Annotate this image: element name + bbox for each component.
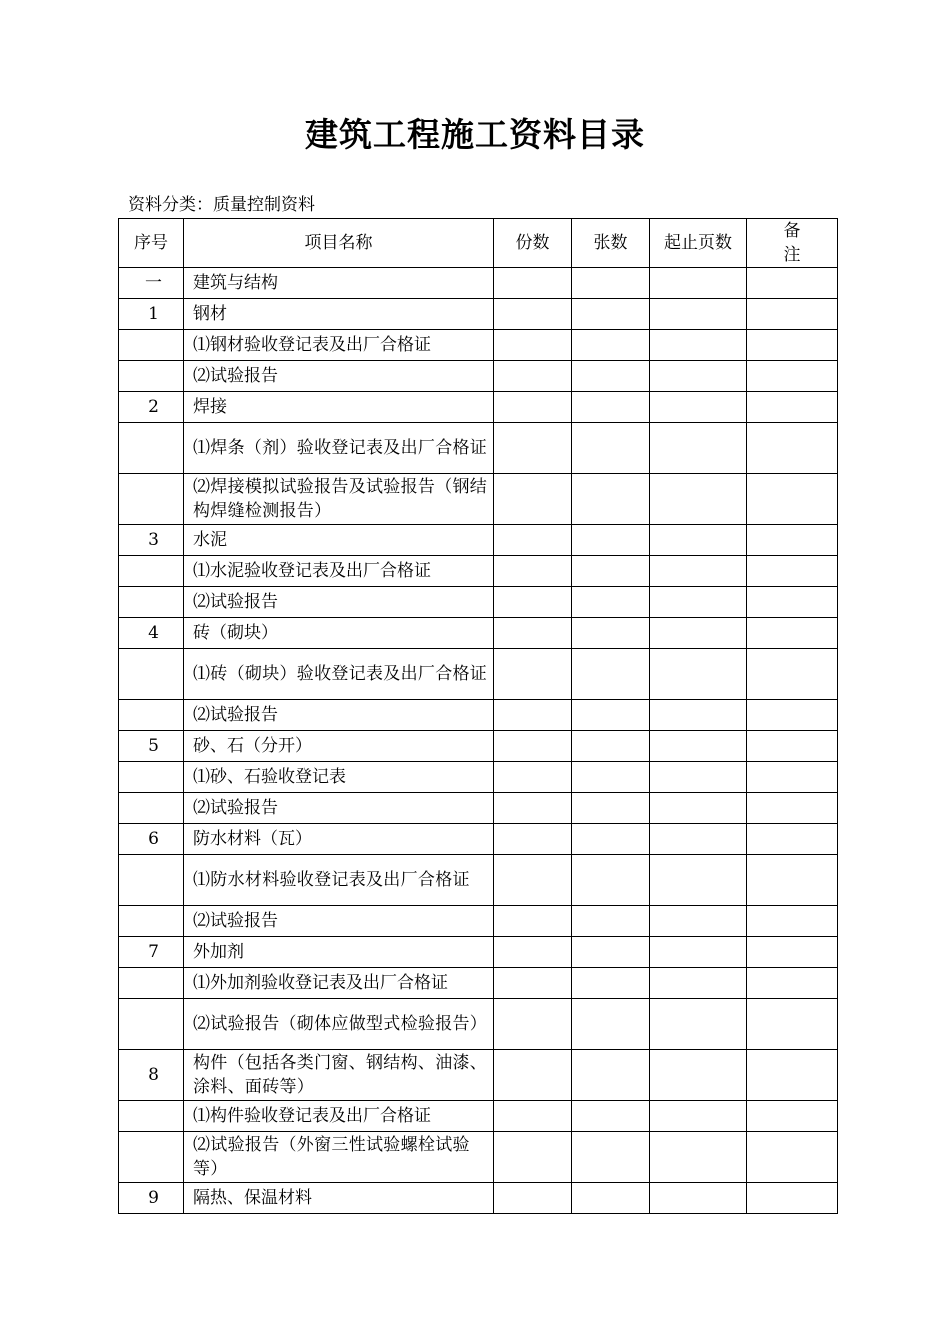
row-note-cell bbox=[747, 587, 838, 618]
row-seq: 一 bbox=[119, 268, 184, 299]
row-name: ⑴水泥验收登记表及出厂合格证 bbox=[184, 556, 494, 587]
table-row bbox=[119, 1101, 838, 1132]
row-note-cell bbox=[747, 1132, 838, 1183]
table-row bbox=[119, 700, 838, 731]
row-copies-cell bbox=[494, 649, 572, 700]
table-row bbox=[119, 525, 838, 556]
row-seq bbox=[119, 556, 184, 587]
table-row bbox=[119, 618, 838, 649]
row-sheets-cell bbox=[572, 906, 650, 937]
row-seq bbox=[119, 361, 184, 392]
table-row bbox=[119, 268, 838, 299]
row-copies-cell bbox=[494, 999, 572, 1050]
row-seq bbox=[119, 855, 184, 906]
row-sheets-cell bbox=[572, 968, 650, 999]
row-copies-cell bbox=[494, 1101, 572, 1132]
row-pages-cell bbox=[650, 731, 747, 762]
table-row bbox=[119, 906, 838, 937]
row-copies-cell bbox=[494, 700, 572, 731]
row-note-cell bbox=[747, 268, 838, 299]
row-seq bbox=[119, 762, 184, 793]
row-pages-cell bbox=[650, 762, 747, 793]
row-copies-cell bbox=[494, 556, 572, 587]
row-sheets-cell bbox=[572, 1050, 650, 1101]
row-sheets-cell bbox=[572, 299, 650, 330]
row-name: ⑵试验报告 bbox=[184, 906, 494, 937]
row-pages-cell bbox=[650, 361, 747, 392]
row-pages-cell bbox=[650, 999, 747, 1050]
row-name: ⑴外加剂验收登记表及出厂合格证 bbox=[184, 968, 494, 999]
row-pages-cell bbox=[650, 1132, 747, 1183]
row-seq bbox=[119, 423, 184, 474]
row-name: 砖（砌块） bbox=[184, 618, 494, 649]
header-copies: 份数 bbox=[494, 219, 572, 268]
row-note-cell bbox=[747, 525, 838, 556]
table-row bbox=[119, 423, 838, 474]
row-seq bbox=[119, 587, 184, 618]
table-row bbox=[119, 361, 838, 392]
row-copies-cell bbox=[494, 587, 572, 618]
row-note-cell bbox=[747, 855, 838, 906]
row-seq bbox=[119, 793, 184, 824]
table-row bbox=[119, 1183, 838, 1214]
row-seq bbox=[119, 649, 184, 700]
row-name: ⑵试验报告 bbox=[184, 793, 494, 824]
row-pages-cell bbox=[650, 268, 747, 299]
row-sheets-cell bbox=[572, 392, 650, 423]
row-pages-cell bbox=[650, 649, 747, 700]
page-title: 建筑工程施工资料目录 bbox=[305, 115, 645, 154]
row-seq bbox=[119, 474, 184, 525]
row-copies-cell bbox=[494, 855, 572, 906]
row-seq bbox=[119, 968, 184, 999]
row-copies-cell bbox=[494, 1183, 572, 1214]
row-copies-cell bbox=[494, 361, 572, 392]
table-row bbox=[119, 999, 838, 1050]
row-seq: 5 bbox=[119, 731, 184, 762]
row-copies-cell bbox=[494, 731, 572, 762]
row-pages-cell bbox=[650, 824, 747, 855]
row-sheets-cell bbox=[572, 762, 650, 793]
row-name: ⑴砖（砌块）验收登记表及出厂合格证 bbox=[184, 649, 494, 700]
row-copies-cell bbox=[494, 618, 572, 649]
row-note-cell bbox=[747, 299, 838, 330]
row-name: 防水材料（瓦） bbox=[184, 824, 494, 855]
row-copies-cell bbox=[494, 968, 572, 999]
row-copies-cell bbox=[494, 906, 572, 937]
row-pages-cell bbox=[650, 474, 747, 525]
row-copies-cell bbox=[494, 937, 572, 968]
table-row bbox=[119, 299, 838, 330]
row-copies-cell bbox=[494, 474, 572, 525]
row-sheets-cell bbox=[572, 649, 650, 700]
row-name: ⑵试验报告 bbox=[184, 700, 494, 731]
row-seq bbox=[119, 1101, 184, 1132]
row-copies-cell bbox=[494, 299, 572, 330]
row-sheets-cell bbox=[572, 1101, 650, 1132]
table-row bbox=[119, 855, 838, 906]
row-sheets-cell bbox=[572, 1183, 650, 1214]
row-pages-cell bbox=[650, 587, 747, 618]
row-name: ⑴钢材验收登记表及出厂合格证 bbox=[184, 330, 494, 361]
row-pages-cell bbox=[650, 423, 747, 474]
row-sheets-cell bbox=[572, 423, 650, 474]
row-name: 钢材 bbox=[184, 299, 494, 330]
row-name: ⑵试验报告 bbox=[184, 361, 494, 392]
table-row bbox=[119, 587, 838, 618]
table-row bbox=[119, 392, 838, 423]
row-note-cell bbox=[747, 937, 838, 968]
row-pages-cell bbox=[650, 1101, 747, 1132]
row-name: 水泥 bbox=[184, 525, 494, 556]
row-seq: 2 bbox=[119, 392, 184, 423]
row-copies-cell bbox=[494, 525, 572, 556]
table-row bbox=[119, 762, 838, 793]
row-copies-cell bbox=[494, 330, 572, 361]
row-pages-cell bbox=[650, 556, 747, 587]
row-sheets-cell bbox=[572, 618, 650, 649]
row-name: ⑴构件验收登记表及出厂合格证 bbox=[184, 1101, 494, 1132]
row-sheets-cell bbox=[572, 855, 650, 906]
row-name: ⑵试验报告 bbox=[184, 587, 494, 618]
row-seq: 7 bbox=[119, 937, 184, 968]
header-note: 备 注 bbox=[747, 219, 838, 268]
row-note-cell bbox=[747, 474, 838, 525]
row-pages-cell bbox=[650, 937, 747, 968]
row-name: ⑵试验报告（砌体应做型式检验报告） bbox=[184, 999, 494, 1050]
row-seq: 3 bbox=[119, 525, 184, 556]
row-copies-cell bbox=[494, 793, 572, 824]
row-seq bbox=[119, 700, 184, 731]
row-pages-cell bbox=[650, 299, 747, 330]
row-seq: 9 bbox=[119, 1183, 184, 1214]
table-row bbox=[119, 824, 838, 855]
row-seq bbox=[119, 999, 184, 1050]
row-pages-cell bbox=[650, 793, 747, 824]
row-seq: 6 bbox=[119, 824, 184, 855]
catalog-table bbox=[118, 218, 838, 1214]
row-seq bbox=[119, 906, 184, 937]
table-row bbox=[119, 1050, 838, 1101]
row-seq: 8 bbox=[119, 1050, 184, 1101]
row-note-cell bbox=[747, 618, 838, 649]
category-label: 资料分类：质量控制资料 bbox=[128, 195, 315, 215]
row-copies-cell bbox=[494, 268, 572, 299]
header-name: 项目名称 bbox=[184, 219, 494, 268]
row-copies-cell bbox=[494, 392, 572, 423]
row-name: ⑵焊接模拟试验报告及试验报告（钢结构焊缝检测报告） bbox=[184, 474, 494, 525]
table-row bbox=[119, 556, 838, 587]
row-note-cell bbox=[747, 731, 838, 762]
row-note-cell bbox=[747, 556, 838, 587]
row-note-cell bbox=[747, 762, 838, 793]
row-copies-cell bbox=[494, 423, 572, 474]
row-sheets-cell bbox=[572, 824, 650, 855]
row-note-cell bbox=[747, 906, 838, 937]
row-note-cell bbox=[747, 824, 838, 855]
row-seq: 1 bbox=[119, 299, 184, 330]
row-note-cell bbox=[747, 793, 838, 824]
row-note-cell bbox=[747, 392, 838, 423]
row-sheets-cell bbox=[572, 587, 650, 618]
row-sheets-cell bbox=[572, 937, 650, 968]
row-seq: 4 bbox=[119, 618, 184, 649]
row-name: 砂、石（分开） bbox=[184, 731, 494, 762]
table-header-row bbox=[119, 219, 838, 268]
row-sheets-cell bbox=[572, 556, 650, 587]
row-name: 焊接 bbox=[184, 392, 494, 423]
row-sheets-cell bbox=[572, 731, 650, 762]
row-pages-cell bbox=[650, 700, 747, 731]
row-sheets-cell bbox=[572, 525, 650, 556]
row-note-cell bbox=[747, 361, 838, 392]
row-sheets-cell bbox=[572, 330, 650, 361]
row-name: 构件（包括各类门窗、钢结构、油漆、涂料、面砖等） bbox=[184, 1050, 494, 1101]
row-pages-cell bbox=[650, 1050, 747, 1101]
row-copies-cell bbox=[494, 1132, 572, 1183]
row-note-cell bbox=[747, 1183, 838, 1214]
row-name: ⑴砂、石验收登记表 bbox=[184, 762, 494, 793]
row-note-cell bbox=[747, 700, 838, 731]
row-name: 隔热、保温材料 bbox=[184, 1183, 494, 1214]
row-sheets-cell bbox=[572, 1132, 650, 1183]
row-note-cell bbox=[747, 649, 838, 700]
row-note-cell bbox=[747, 1101, 838, 1132]
row-note-cell bbox=[747, 968, 838, 999]
row-note-cell bbox=[747, 1050, 838, 1101]
row-pages-cell bbox=[650, 855, 747, 906]
row-pages-cell bbox=[650, 618, 747, 649]
row-seq bbox=[119, 330, 184, 361]
row-sheets-cell bbox=[572, 361, 650, 392]
table-row bbox=[119, 937, 838, 968]
row-name: 外加剂 bbox=[184, 937, 494, 968]
row-sheets-cell bbox=[572, 793, 650, 824]
row-pages-cell bbox=[650, 906, 747, 937]
row-pages-cell bbox=[650, 968, 747, 999]
header-sheets: 张数 bbox=[572, 219, 650, 268]
row-sheets-cell bbox=[572, 999, 650, 1050]
row-seq bbox=[119, 1132, 184, 1183]
table-row bbox=[119, 474, 838, 525]
row-pages-cell bbox=[650, 1183, 747, 1214]
table-row bbox=[119, 330, 838, 361]
table-row bbox=[119, 793, 838, 824]
row-sheets-cell bbox=[572, 268, 650, 299]
row-name: ⑴防水材料验收登记表及出厂合格证 bbox=[184, 855, 494, 906]
row-sheets-cell bbox=[572, 700, 650, 731]
row-name: 建筑与结构 bbox=[184, 268, 494, 299]
row-name: ⑴焊条（剂）验收登记表及出厂合格证 bbox=[184, 423, 494, 474]
header-pages: 起止页数 bbox=[650, 219, 747, 268]
row-name: ⑵试验报告（外窗三性试验螺栓试验等） bbox=[184, 1132, 494, 1183]
table-row bbox=[119, 731, 838, 762]
header-seq: 序号 bbox=[119, 219, 184, 268]
row-sheets-cell bbox=[572, 474, 650, 525]
row-pages-cell bbox=[650, 330, 747, 361]
row-copies-cell bbox=[494, 762, 572, 793]
table-row bbox=[119, 968, 838, 999]
row-note-cell bbox=[747, 330, 838, 361]
row-pages-cell bbox=[650, 525, 747, 556]
table-row bbox=[119, 1132, 838, 1183]
row-pages-cell bbox=[650, 392, 747, 423]
row-note-cell bbox=[747, 423, 838, 474]
row-copies-cell bbox=[494, 1050, 572, 1101]
table-row bbox=[119, 649, 838, 700]
row-note-cell bbox=[747, 999, 838, 1050]
row-copies-cell bbox=[494, 824, 572, 855]
